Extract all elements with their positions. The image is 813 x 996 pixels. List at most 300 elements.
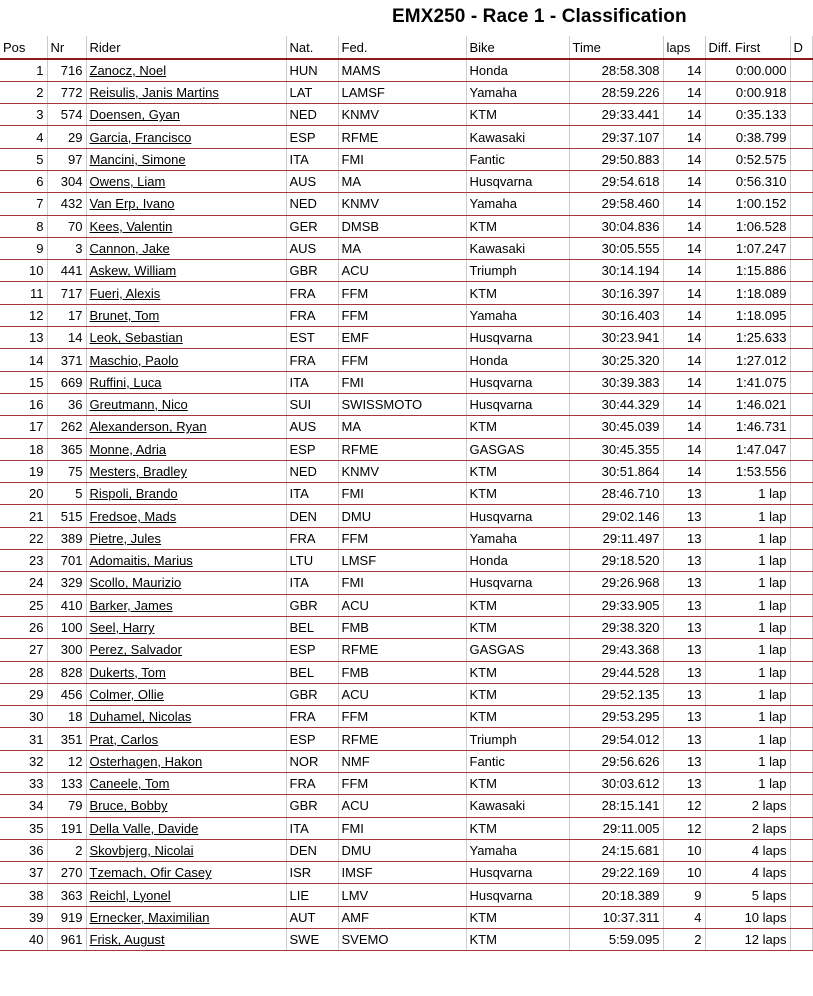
rider-link[interactable]: Osterhagen, Hakon [89, 753, 203, 769]
cell-diff-prev [790, 126, 812, 148]
cell-fed: FMB [338, 661, 466, 683]
cell-pos: 8 [0, 215, 47, 237]
cell-diff-prev [790, 438, 812, 460]
cell-laps: 10 [663, 839, 705, 861]
cell-laps: 14 [663, 260, 705, 282]
col-header-rider: Rider [86, 36, 286, 59]
cell-nr: 191 [47, 817, 86, 839]
cell-diff-first: 0:52.575 [705, 148, 790, 170]
rider-link[interactable]: Monne, Adria [89, 441, 167, 457]
cell-diff-first: 0:00.918 [705, 81, 790, 103]
rider-link[interactable]: Seel, Harry [89, 620, 155, 636]
cell-nr: 29 [47, 126, 86, 148]
cell-time: 29:37.107 [569, 126, 663, 148]
cell-rider [86, 126, 286, 148]
cell-rider [86, 906, 286, 928]
table-row [0, 371, 812, 393]
cell-laps: 14 [663, 170, 705, 192]
table-row [0, 104, 812, 126]
cell-rider [86, 304, 286, 326]
rider-link[interactable]: Brunet, Tom [89, 307, 160, 323]
cell-rider [86, 884, 286, 906]
cell-fed: FMI [338, 483, 466, 505]
cell-pos: 39 [0, 906, 47, 928]
table-row [0, 773, 812, 795]
rider-link[interactable]: Duhamel, Nicolas [89, 709, 192, 725]
cell-time: 10:37.311 [569, 906, 663, 928]
cell-nr: 17 [47, 304, 86, 326]
cell-nat: LAT [286, 81, 338, 103]
cell-nr: 329 [47, 572, 86, 594]
cell-fed: FMI [338, 371, 466, 393]
rider-link[interactable]: Barker, James [89, 597, 173, 613]
cell-laps: 9 [663, 884, 705, 906]
cell-nr: 716 [47, 59, 86, 81]
cell-pos: 36 [0, 839, 47, 861]
cell-bike: KTM [466, 416, 569, 438]
cell-fed: FMB [338, 616, 466, 638]
cell-nr: 79 [47, 795, 86, 817]
table-row [0, 349, 812, 371]
rider-link[interactable]: Bruce, Bobby [89, 798, 168, 814]
rider-link[interactable]: Adomaitis, Marius [89, 553, 193, 569]
cell-time: 28:46.710 [569, 483, 663, 505]
cell-rider [86, 929, 286, 951]
cell-fed: DMU [338, 839, 466, 861]
cell-fed: ACU [338, 594, 466, 616]
cell-diff-first: 2 laps [705, 795, 790, 817]
cell-diff-prev [790, 929, 812, 951]
cell-time: 30:25.320 [569, 349, 663, 371]
rider-link[interactable]: Caneele, Tom [89, 776, 170, 792]
cell-laps: 13 [663, 550, 705, 572]
cell-laps: 14 [663, 59, 705, 81]
cell-pos: 6 [0, 170, 47, 192]
cell-laps: 13 [663, 483, 705, 505]
cell-fed: RFME [338, 126, 466, 148]
rider-link[interactable]: Frisk, August [89, 932, 165, 948]
rider-link[interactable]: Zanocz, Noel [89, 62, 167, 78]
cell-bike: KTM [466, 706, 569, 728]
cell-nat: FRA [286, 282, 338, 304]
cell-bike: KTM [466, 906, 569, 928]
cell-nr: 70 [47, 215, 86, 237]
cell-diff-prev [790, 594, 812, 616]
cell-pos: 34 [0, 795, 47, 817]
cell-diff-first: 12 laps [705, 929, 790, 951]
cell-diff-first: 1:06.528 [705, 215, 790, 237]
cell-laps: 14 [663, 104, 705, 126]
cell-rider [86, 661, 286, 683]
cell-bike: Husqvarna [466, 884, 569, 906]
cell-nat: SUI [286, 393, 338, 415]
cell-laps: 14 [663, 148, 705, 170]
cell-diff-prev [790, 616, 812, 638]
cell-diff-first: 1:53.556 [705, 460, 790, 482]
cell-time: 29:56.626 [569, 750, 663, 772]
cell-nat: BEL [286, 661, 338, 683]
cell-bike: Husqvarna [466, 505, 569, 527]
cell-diff-prev [790, 728, 812, 750]
cell-fed: LMV [338, 884, 466, 906]
cell-time: 29:54.012 [569, 728, 663, 750]
cell-laps: 14 [663, 193, 705, 215]
cell-fed: SVEMO [338, 929, 466, 951]
cell-pos: 35 [0, 817, 47, 839]
rider-link[interactable]: Reisulis, Janis Martins [89, 84, 219, 100]
cell-pos: 2 [0, 81, 47, 103]
cell-fed: DMSB [338, 215, 466, 237]
table-row [0, 170, 812, 192]
cell-diff-first: 5 laps [705, 884, 790, 906]
cell-time: 29:54.618 [569, 170, 663, 192]
cell-rider [86, 795, 286, 817]
cell-time: 30:45.039 [569, 416, 663, 438]
cell-rider [86, 683, 286, 705]
cell-time: 20:18.389 [569, 884, 663, 906]
cell-diff-prev [790, 416, 812, 438]
cell-diff-prev [790, 572, 812, 594]
cell-laps: 13 [663, 773, 705, 795]
cell-fed: ACU [338, 260, 466, 282]
cell-rider [86, 416, 286, 438]
cell-laps: 12 [663, 817, 705, 839]
cell-pos: 29 [0, 683, 47, 705]
cell-time: 30:16.403 [569, 304, 663, 326]
cell-laps: 13 [663, 572, 705, 594]
cell-time: 24:15.681 [569, 839, 663, 861]
rider-link[interactable]: Greutmann, Nico [89, 397, 188, 413]
cell-nr: 515 [47, 505, 86, 527]
rider-link[interactable]: Askew, William [89, 263, 177, 279]
cell-pos: 13 [0, 327, 47, 349]
col-header-nat: Nat. [286, 36, 338, 59]
cell-rider [86, 215, 286, 237]
cell-rider [86, 260, 286, 282]
cell-diff-first: 1 lap [705, 728, 790, 750]
cell-fed: MAMS [338, 59, 466, 81]
cell-fed: LMSF [338, 550, 466, 572]
table-row [0, 483, 812, 505]
cell-nat: NED [286, 460, 338, 482]
cell-rider [86, 148, 286, 170]
rider-link[interactable]: Rispoli, Brando [89, 486, 178, 502]
table-row [0, 304, 812, 326]
table-row [0, 505, 812, 527]
cell-nat: LIE [286, 884, 338, 906]
cell-nr: 717 [47, 282, 86, 304]
table-row [0, 616, 812, 638]
table-row [0, 260, 812, 282]
cell-nat: EST [286, 327, 338, 349]
cell-rider [86, 594, 286, 616]
rider-link[interactable]: Fueri, Alexis [89, 285, 161, 301]
cell-rider [86, 104, 286, 126]
rider-link[interactable]: Colmer, Ollie [89, 686, 164, 702]
cell-pos: 7 [0, 193, 47, 215]
cell-laps: 14 [663, 81, 705, 103]
cell-fed: NMF [338, 750, 466, 772]
cell-time: 30:45.355 [569, 438, 663, 460]
cell-fed: MA [338, 237, 466, 259]
cell-diff-prev [790, 260, 812, 282]
cell-laps: 13 [663, 750, 705, 772]
cell-diff-prev [790, 817, 812, 839]
cell-laps: 10 [663, 862, 705, 884]
cell-diff-prev [790, 327, 812, 349]
cell-diff-prev [790, 683, 812, 705]
cell-diff-first: 1 lap [705, 572, 790, 594]
rider-link[interactable]: Prat, Carlos [89, 731, 159, 747]
cell-nr: 371 [47, 349, 86, 371]
cell-bike: Yamaha [466, 193, 569, 215]
table-row [0, 572, 812, 594]
cell-bike: Kawasaki [466, 237, 569, 259]
rider-link[interactable]: Doensen, Gyan [89, 107, 180, 123]
cell-time: 29:38.320 [569, 616, 663, 638]
rider-link[interactable]: Owens, Liam [89, 174, 166, 190]
cell-time: 29:02.146 [569, 505, 663, 527]
rider-link[interactable]: Reichl, Lyonel [89, 887, 171, 903]
cell-nat: FRA [286, 773, 338, 795]
cell-bike: Kawasaki [466, 126, 569, 148]
rider-link[interactable]: Leok, Sebastian [89, 330, 183, 346]
col-header-laps: laps [663, 36, 705, 59]
cell-nr: 919 [47, 906, 86, 928]
cell-diff-prev [790, 661, 812, 683]
cell-bike: Fantic [466, 148, 569, 170]
cell-rider [86, 550, 286, 572]
cell-nat: DEN [286, 839, 338, 861]
cell-nr: 772 [47, 81, 86, 103]
cell-rider [86, 572, 286, 594]
rider-link[interactable]: Fredsoe, Mads [89, 508, 177, 524]
cell-nat: GBR [286, 260, 338, 282]
cell-time: 29:11.497 [569, 527, 663, 549]
cell-time: 29:52.135 [569, 683, 663, 705]
cell-diff-prev [790, 639, 812, 661]
cell-rider [86, 327, 286, 349]
cell-nr: 5 [47, 483, 86, 505]
cell-diff-first: 0:35.133 [705, 104, 790, 126]
cell-pos: 25 [0, 594, 47, 616]
cell-nat: NED [286, 104, 338, 126]
cell-rider [86, 817, 286, 839]
cell-nr: 389 [47, 527, 86, 549]
cell-diff-first: 1 lap [705, 527, 790, 549]
table-row [0, 126, 812, 148]
cell-rider [86, 773, 286, 795]
cell-rider [86, 483, 286, 505]
cell-bike: Husqvarna [466, 371, 569, 393]
rider-link[interactable]: Dukerts, Tom [89, 664, 166, 680]
rider-link[interactable]: Scollo, Maurizio [89, 575, 182, 591]
table-row [0, 193, 812, 215]
rider-link[interactable]: Ruffini, Luca [89, 374, 162, 390]
cell-fed: FFM [338, 706, 466, 728]
col-header-fed: Fed. [338, 36, 466, 59]
table-row [0, 929, 812, 951]
cell-bike: Husqvarna [466, 393, 569, 415]
table-row [0, 59, 812, 81]
rider-link[interactable]: Tzemach, Ofir Casey [89, 865, 212, 881]
cell-nat: ITA [286, 148, 338, 170]
cell-time: 28:58.308 [569, 59, 663, 81]
rider-link[interactable]: Maschio, Paolo [89, 352, 179, 368]
cell-time: 5:59.095 [569, 929, 663, 951]
cell-pos: 15 [0, 371, 47, 393]
table-row [0, 706, 812, 728]
cell-nr: 14 [47, 327, 86, 349]
cell-nr: 669 [47, 371, 86, 393]
cell-nat: ESP [286, 438, 338, 460]
cell-pos: 19 [0, 460, 47, 482]
cell-laps: 13 [663, 683, 705, 705]
rider-link[interactable]: Cannon, Jake [89, 241, 170, 257]
cell-diff-first: 4 laps [705, 839, 790, 861]
rider-link[interactable]: Alexanderson, Ryan [89, 419, 207, 435]
cell-fed: FMI [338, 148, 466, 170]
rider-link[interactable]: Ernecker, Maximilian [89, 909, 210, 925]
cell-nat: HUN [286, 59, 338, 81]
cell-nat: AUS [286, 416, 338, 438]
cell-rider [86, 438, 286, 460]
cell-time: 29:26.968 [569, 572, 663, 594]
cell-nat: AUS [286, 170, 338, 192]
cell-laps: 2 [663, 929, 705, 951]
rider-link[interactable]: Mancini, Simone [89, 151, 186, 167]
rider-link[interactable]: Garcia, Francisco [89, 129, 192, 145]
cell-bike: Yamaha [466, 81, 569, 103]
col-header-nr: Nr [47, 36, 86, 59]
table-row [0, 661, 812, 683]
cell-pos: 38 [0, 884, 47, 906]
cell-diff-prev [790, 148, 812, 170]
cell-diff-first: 1 lap [705, 639, 790, 661]
cell-time: 30:44.329 [569, 393, 663, 415]
cell-nat: AUT [286, 906, 338, 928]
cell-nat: ITA [286, 371, 338, 393]
cell-nr: 262 [47, 416, 86, 438]
cell-nr: 12 [47, 750, 86, 772]
cell-time: 30:05.555 [569, 237, 663, 259]
cell-bike: KTM [466, 817, 569, 839]
cell-diff-prev [790, 884, 812, 906]
rider-link[interactable]: Della Valle, Davide [89, 820, 199, 836]
rider-link[interactable]: Kees, Valentin [89, 218, 173, 234]
cell-diff-prev [790, 393, 812, 415]
cell-diff-prev [790, 906, 812, 928]
cell-laps: 14 [663, 416, 705, 438]
cell-nr: 432 [47, 193, 86, 215]
cell-diff-first: 1:27.012 [705, 349, 790, 371]
cell-bike: KTM [466, 282, 569, 304]
cell-diff-first: 0:56.310 [705, 170, 790, 192]
cell-nr: 574 [47, 104, 86, 126]
cell-nr: 304 [47, 170, 86, 192]
cell-diff-prev [790, 550, 812, 572]
table-row [0, 906, 812, 928]
cell-laps: 14 [663, 349, 705, 371]
cell-fed: IMSF [338, 862, 466, 884]
cell-pos: 4 [0, 126, 47, 148]
cell-nat: FRA [286, 527, 338, 549]
cell-pos: 18 [0, 438, 47, 460]
cell-laps: 14 [663, 393, 705, 415]
cell-fed: DMU [338, 505, 466, 527]
cell-nr: 36 [47, 393, 86, 415]
cell-nat: DEN [286, 505, 338, 527]
table-row [0, 237, 812, 259]
cell-laps: 14 [663, 304, 705, 326]
cell-diff-prev [790, 237, 812, 259]
cell-fed: FFM [338, 349, 466, 371]
cell-diff-prev [790, 371, 812, 393]
cell-laps: 14 [663, 126, 705, 148]
table-row [0, 862, 812, 884]
cell-laps: 4 [663, 906, 705, 928]
table-row [0, 550, 812, 572]
cell-nr: 363 [47, 884, 86, 906]
rider-link[interactable]: Mesters, Bradley [89, 463, 188, 479]
cell-diff-first: 1:46.021 [705, 393, 790, 415]
cell-bike: Yamaha [466, 527, 569, 549]
cell-time: 29:43.368 [569, 639, 663, 661]
table-row [0, 817, 812, 839]
table-row [0, 81, 812, 103]
cell-time: 30:14.194 [569, 260, 663, 282]
cell-bike: Husqvarna [466, 862, 569, 884]
cell-diff-prev [790, 483, 812, 505]
cell-laps: 14 [663, 327, 705, 349]
rider-link[interactable]: Perez, Salvador [89, 642, 182, 658]
cell-diff-prev [790, 104, 812, 126]
cell-laps: 14 [663, 438, 705, 460]
cell-bike: KTM [466, 594, 569, 616]
cell-rider [86, 862, 286, 884]
cell-laps: 13 [663, 594, 705, 616]
rider-link[interactable]: Van Erp, Ivano [89, 196, 175, 212]
cell-nat: FRA [286, 706, 338, 728]
cell-time: 28:15.141 [569, 795, 663, 817]
cell-laps: 14 [663, 237, 705, 259]
cell-diff-prev [790, 839, 812, 861]
rider-link[interactable]: Pietre, Jules [89, 530, 162, 546]
cell-pos: 40 [0, 929, 47, 951]
cell-diff-first: 10 laps [705, 906, 790, 928]
cell-diff-prev [790, 215, 812, 237]
cell-diff-prev [790, 81, 812, 103]
cell-nat: AUS [286, 237, 338, 259]
rider-link[interactable]: Skovbjerg, Nicolai [89, 843, 194, 859]
cell-diff-first: 1 lap [705, 616, 790, 638]
cell-time: 30:39.383 [569, 371, 663, 393]
cell-time: 28:59.226 [569, 81, 663, 103]
cell-fed: SWISSMOTO [338, 393, 466, 415]
cell-time: 30:04.836 [569, 215, 663, 237]
cell-fed: RFME [338, 639, 466, 661]
cell-pos: 11 [0, 282, 47, 304]
cell-bike: GASGAS [466, 639, 569, 661]
cell-diff-first: 1:18.089 [705, 282, 790, 304]
table-row [0, 795, 812, 817]
cell-rider [86, 393, 286, 415]
cell-nat: GBR [286, 683, 338, 705]
cell-fed: MA [338, 170, 466, 192]
cell-nr: 828 [47, 661, 86, 683]
table-row [0, 327, 812, 349]
cell-pos: 5 [0, 148, 47, 170]
